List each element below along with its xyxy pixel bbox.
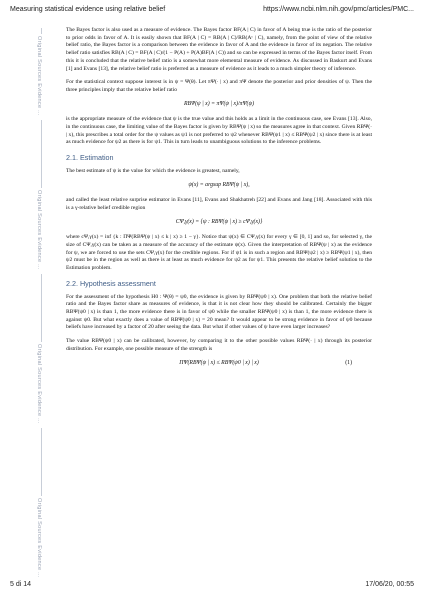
equation-argsup: ψ(x) = argsup RBΨ(ψ | x),: [188, 181, 250, 188]
print-timestamp: 17/06/20, 00:55: [365, 581, 414, 588]
page-counter: 5 di 14: [10, 581, 32, 588]
watermark-text-1: Original Sources Evidence ...: [36, 36, 42, 116]
header-title: Measuring statistical evidence using relative belief: [10, 6, 166, 13]
paragraph-least-relative-surprise: and called the least relative surprise estimator in Evans [11], Evans and Shakhatreh [22] and Evans and Jang [18]. Associated with this is a γ-relative belief credible region: [66, 197, 372, 211]
paragraph-statistical-context: For the statistical context suppose interest is in ψ = Ψ(θ). Let πΨ(· | x) and πΨ denote the posterior and prior densities of ψ. Then the three principles imply that the relative belief ratio: [66, 79, 372, 93]
paragraph-best-estimate: The best estimate of ψ is the value for which the evidence is greatest, namely,: [66, 167, 240, 174]
paragraph-hypothesis-assessment: For the assessment of the hypothesis H0 : Ψ(θ) = ψ0, the evidence is given by RBΨ(ψ0 | x). One problem that both the relative belief ratio and the Bayes factor share as measures of evidence, is that it is not clear how they should be calibrated. Certainly the bigger RBΨ(ψ0 | x) is than 1, the more evidence there is in favor of ψ0 while the smaller RBΨ(ψ0 | x) is than 1, the more evidence there is against ψ0. But what exactly does a value of RBΨ(ψ0 | x) = 20 mean? It would appear to be strong evidence in favor of ψ0 because beliefs have increased by a factor of 20 after seeing the data. But what if other values of ψ have even larger increases?: [66, 293, 372, 331]
section-heading-estimation: 2.1. Estimation: [66, 153, 114, 163]
watermark-text-4: Original Sources Evidence ...: [36, 498, 42, 578]
section-heading-hypothesis: 2.2. Hypothesis assessment: [66, 278, 156, 288]
sidebar-watermark: [36, 28, 48, 583]
paragraph-credible-region: where cΨ,γ(x) = inf {k : ΠΨ(RBΨ(ψ | x) ≤ k | x) ≥ 1 − γ}. Notice that ψ(x) ∈ CΨ,γ(x) for every γ ∈ [0, 1] and so, for selected γ, the size of CΨ,γ(x) can be taken as a measure of the accuracy of the estimate ψ(x). Given the interpretation of RBΨ(ψ | x) as the evidence for ψ, we are forced to use the sets CΨ,γ(x) for the credible regions. For if ψ1 is in such a region and RBΨ(ψ2 | x) ≥ RBΨ(ψ1 | x), then ψ2 must be in the region as well as there is at least as much evidence for ψ2 as for ψ1. This presents the relative belief solution to the Estimation problem.: [66, 234, 372, 272]
equation-credible-region: CΨ,γ(x) = {ψ : RBΨ(ψ | x) ≥ cΨ,γ(x)}: [175, 218, 263, 225]
paragraph-calibration: The value RBΨ(ψ0 | x) can be calibrated, however, by comparing it to the other possible values RBΨ(· | x) through its posterior distribution. For example, one possible measure of the strength is: [66, 338, 372, 352]
equation-strength-body: ΠΨ(RBΨ(ψ | x) ≤ RBΨ(ψ0 | x) | x): [179, 359, 259, 366]
equation-relative-belief-ratio: RBΨ(ψ | x) = πΨ(ψ | x)/πΨ(ψ): [183, 100, 255, 107]
paragraph-evidence-measure: is the appropriate measure of the evidence that ψ is the true value and this holds as a limit in the continuous case, see Evans [13]. Also, in the continuous case, the limiting value of the Bayes factor is given by RBΨ(ψ | x) so the measures agree in that context. Given RBΨ(· | x), this prescribes a total order for the ψ values as ψ1 is not preferred to ψ2 whenever RBΨ(ψ1 | x) ≤ RBΨ(ψ2 | x) since there is at least as much evidence for ψ2 as there is for ψ1. This in turn leads to unambiguous solutions to the inference problems.: [66, 116, 372, 146]
header-url: https://www.ncbi.nlm.nih.gov/pmc/articles/PMC...: [263, 6, 414, 13]
page-header: [10, 6, 414, 18]
equation-number: (1): [345, 359, 352, 366]
watermark-text-2: Original Sources Evidence ...: [36, 190, 42, 270]
watermark-text-3: Original Sources Evidence ...: [36, 344, 42, 424]
paragraph-bayes-factor: The Bayes factor is also used as a measure of evidence. The Bayes factor BF(A | C) in favor of A being true is the ratio of the posterior to prior odds in favor of A. It is easily shown that BF(A | C) = RB(A | C)/RB(Aᶜ | C), namely, from the point of view of the relative belief ratio, the Bayes factor is a comparison between the evidence in favor of A and the evidence in favor of its negation. The relative belief ratio satisfies RB(A | C) = BF(A | C)/(1 − P(A) + P(A)BF(A | C)) and so can be expressed in terms of the Bayes factor itself. From this it is concluded that the relative belief ratio is a somewhat more elemental measure of evidence. As discussed in Baskurt and Evans [1] and Evans [13], the relative belief ratio is preferred as a measure of evidence as it leads to a much simpler theory of inference.: [66, 27, 372, 72]
equation-strength: [66, 360, 372, 368]
page-footer: [10, 581, 414, 593]
article-body: [66, 27, 372, 375]
